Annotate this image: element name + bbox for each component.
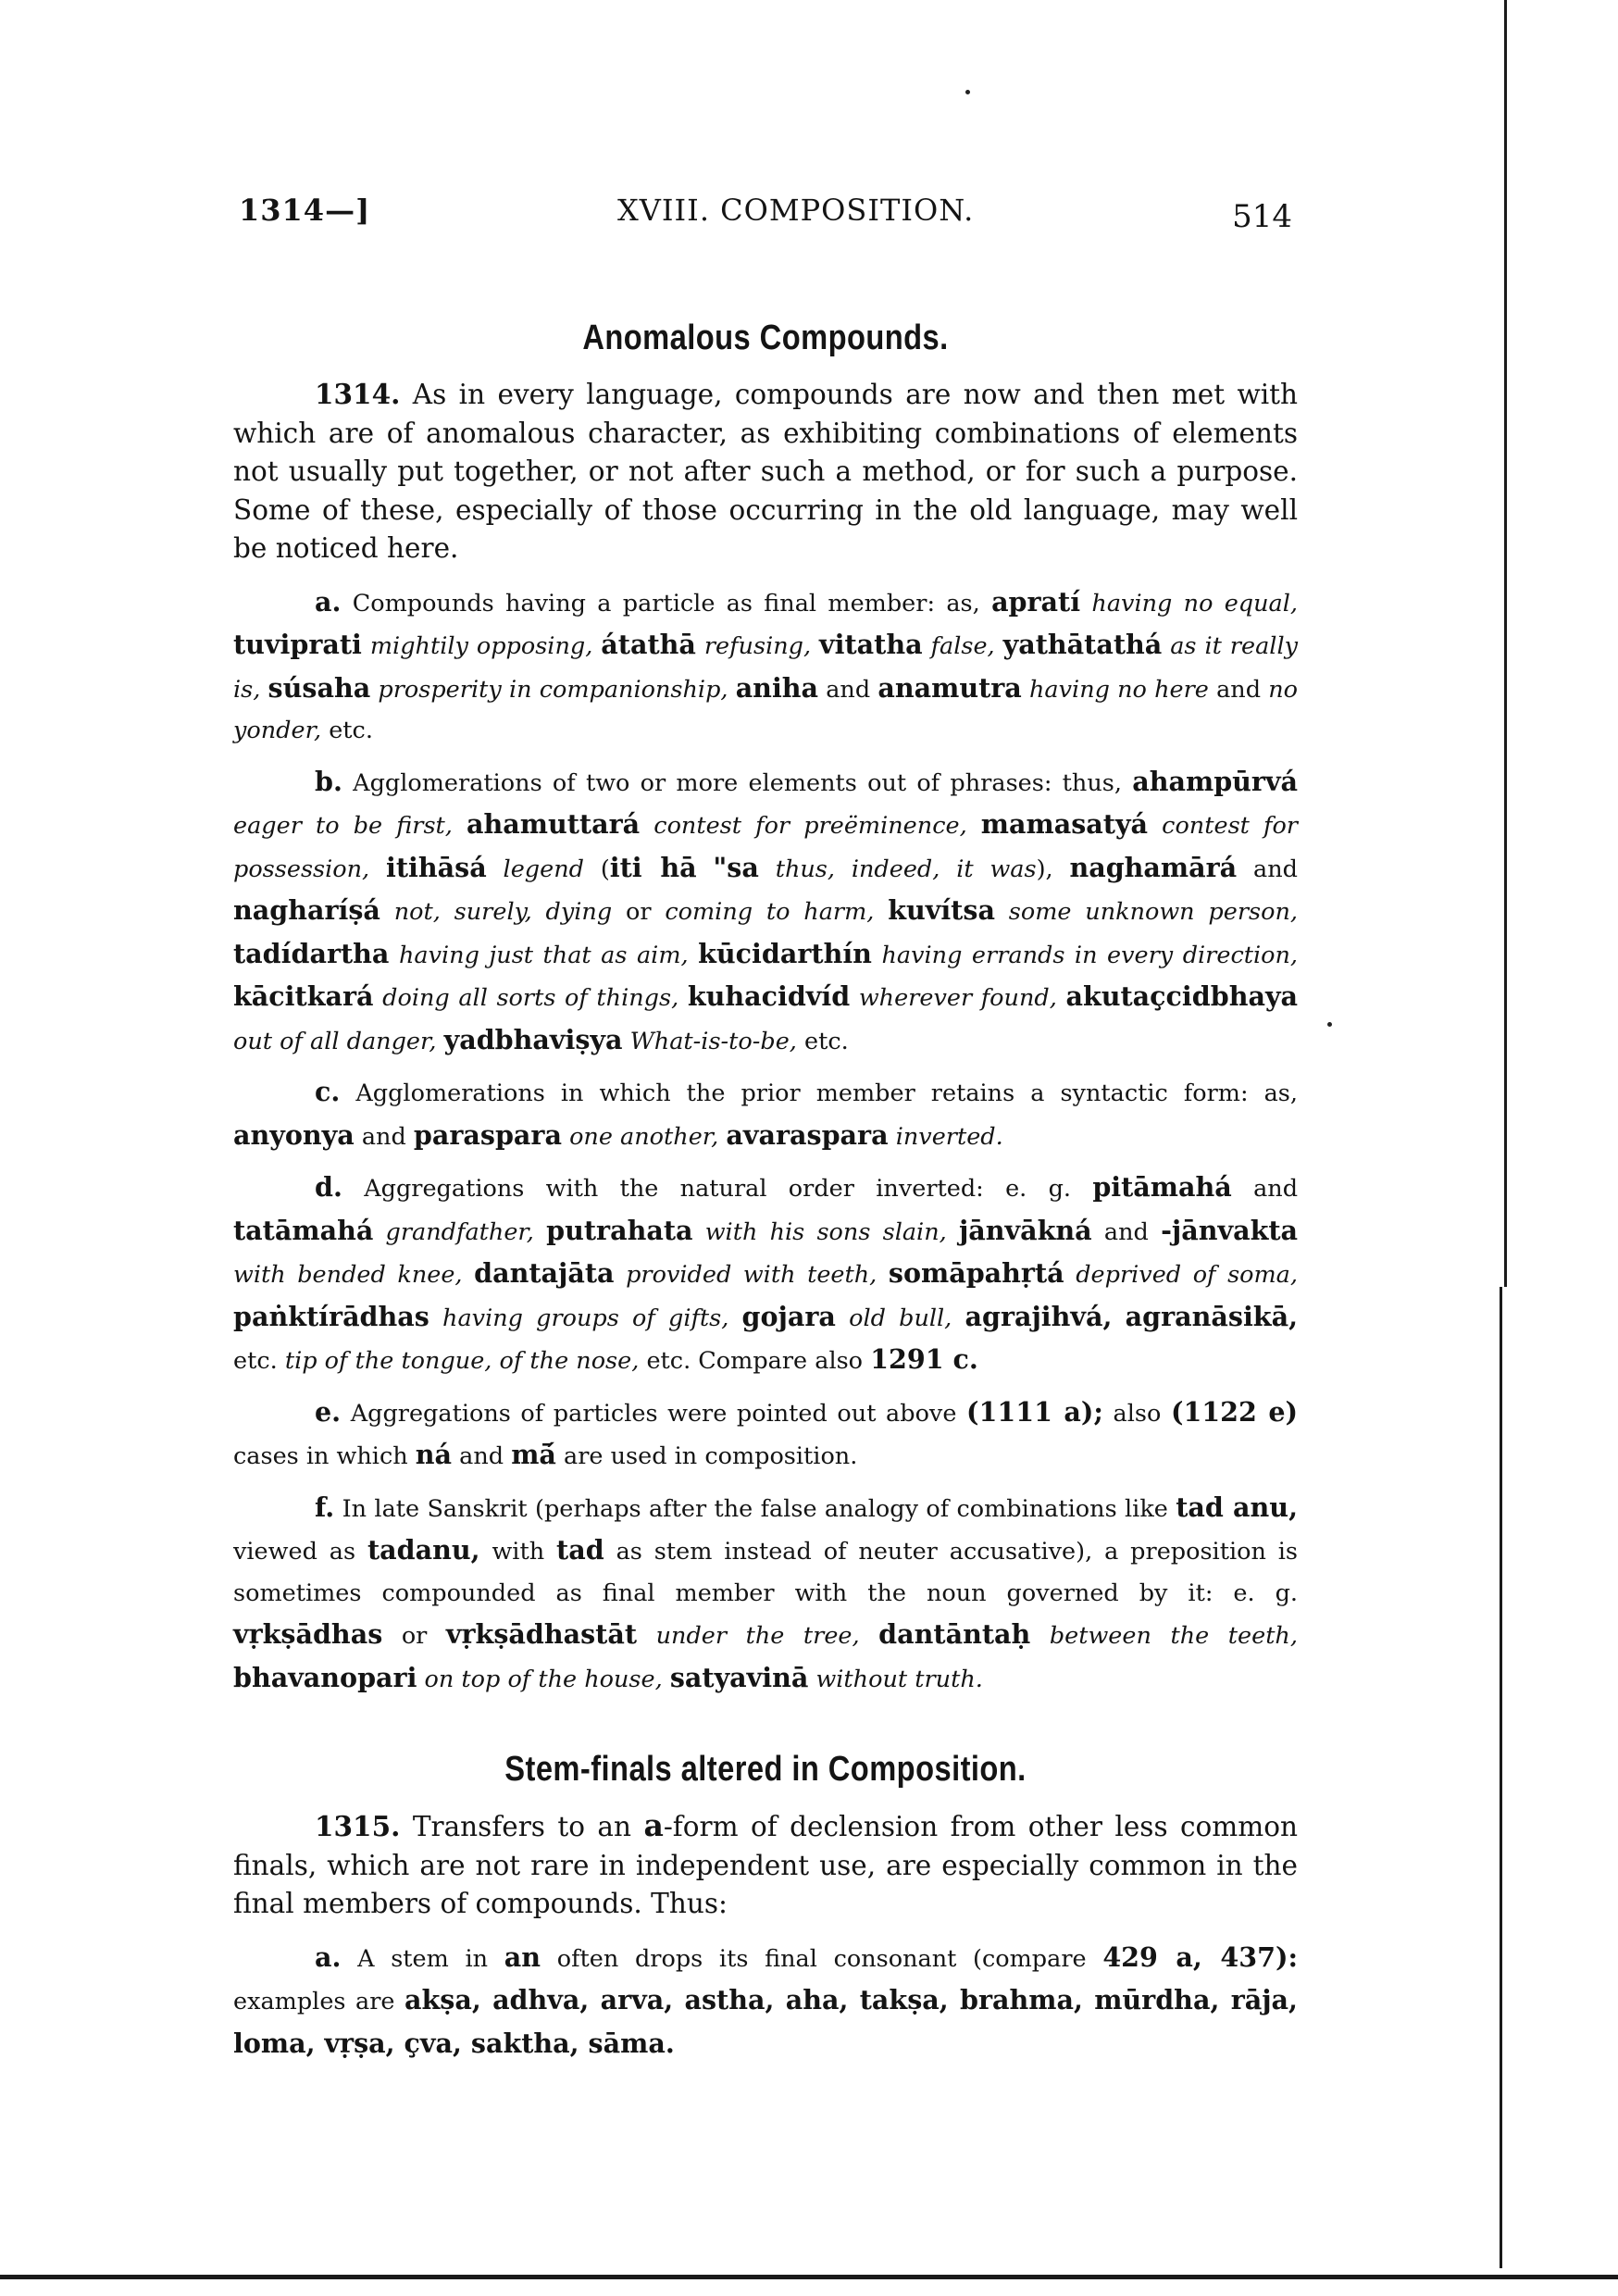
text: and (826, 675, 871, 704)
gloss: as it really is, (233, 632, 1299, 704)
sanskrit-term: pitāmahá (1092, 1171, 1232, 1203)
subsection-letter: a. (315, 585, 342, 618)
sanskrit-term: kūcidarthín (698, 937, 872, 969)
text: ), (1036, 855, 1053, 883)
subsection-c (233, 1071, 1298, 1157)
text: often drops its final consonant (compare (556, 1944, 1087, 1973)
text: Agglomerations of two or more elements out of phrases: thus, (353, 768, 1122, 797)
sanskrit-term: vṛkṣādhastāt (445, 1618, 638, 1650)
sanskrit-term: yathātathá (1002, 629, 1163, 660)
sanskrit-term: átathā (601, 629, 696, 660)
subsection-b (233, 761, 1298, 1063)
section-range: 1314—] (239, 193, 371, 228)
sanskrit-term: tad anu, (1176, 1491, 1299, 1523)
gloss: inverted. (895, 1122, 1003, 1151)
subsection-letter: b. (315, 765, 342, 797)
gloss: deprived of soma, (1076, 1261, 1298, 1289)
subsection-letter: e. (315, 1395, 342, 1428)
text: In late Sanskrit (perhaps after the false analogy of combinations like (342, 1494, 1168, 1523)
subsection-d (233, 1167, 1298, 1382)
sanskrit-term: dantāntaḥ (878, 1618, 1031, 1650)
sanskrit-term: tadídartha (233, 937, 390, 969)
sanskrit-term: naghamārá (1069, 851, 1238, 883)
gloss: between the teeth, (1049, 1622, 1298, 1650)
text: Aggregations with the natural order inverted: e. g. (364, 1175, 1071, 1203)
sanskrit-term: tuviprati (233, 629, 362, 660)
sanskrit-term: mā́ (511, 1439, 556, 1470)
text: examples are (233, 1988, 395, 2015)
sanskrit-term: a (643, 1807, 664, 1843)
speck (965, 90, 970, 94)
sanskrit-term: nagharíṣá (233, 894, 380, 926)
sanskrit-term: somāpahṛtá (888, 1257, 1064, 1289)
subsection-letter: c. (315, 1076, 341, 1107)
gloss: eager to be first, (233, 812, 453, 840)
text: etc. Compare also (646, 1347, 864, 1375)
gloss: having errands in every direction, (881, 941, 1299, 969)
gloss: not, surely, dying (393, 898, 613, 926)
text: and (361, 1122, 406, 1151)
gloss: mightily opposing, (369, 632, 593, 660)
text: and (1253, 855, 1298, 883)
gloss: provided with teeth, (626, 1261, 877, 1289)
sanskrit-term: satyavinā (669, 1661, 809, 1693)
text: as stem instead of neuter accusative), a preposition is sometimes compounded as final member with the noun governed by it: e. g. (233, 1538, 1299, 1607)
sanskrit-term: ahamuttará (467, 808, 641, 840)
sanskrit-term: tad (556, 1534, 604, 1566)
speck (1327, 1022, 1332, 1027)
subsection-letter: d. (315, 1171, 342, 1203)
scan-bottom-edge (0, 2275, 1618, 2279)
sanskrit-term: vṛkṣādhas (233, 1618, 383, 1650)
sanskrit-term: putrahata (546, 1214, 693, 1246)
sanskrit-term: apratí (991, 585, 1081, 618)
gloss: under the tree, (655, 1622, 860, 1650)
scan-edge-line (1504, 0, 1507, 1287)
section-number: 1314. (315, 378, 401, 410)
sanskrit-term: tatāmahá (233, 1214, 374, 1246)
sanskrit-term: itihāsá (386, 851, 487, 883)
text: and (1253, 1175, 1299, 1203)
sanskrit-term: bhavanopari (233, 1661, 417, 1693)
paragraph-1315 (233, 1806, 1298, 1924)
gloss: out of all danger, (233, 1027, 437, 1055)
sanskrit-term: jānvākná (958, 1214, 1092, 1246)
text: Transfers to an (412, 1811, 631, 1842)
sanskrit-term: súsaha (268, 671, 371, 704)
page-number: 514 (1232, 198, 1292, 235)
paragraph-1314 (233, 375, 1298, 568)
text: or (626, 898, 652, 926)
sanskrit-term: iti hā (609, 851, 697, 883)
text: or (401, 1622, 428, 1650)
subsection-e (233, 1391, 1298, 1478)
cross-reference: 429 a, 437): (1102, 1940, 1299, 1973)
text: -form of declension from other less common finals, which are not rare in independent use, are especially common in the final members of compounds. Thus: (233, 1811, 1298, 1919)
gloss: contest for possession, (233, 812, 1298, 883)
gloss: thus, indeed, it was (775, 855, 1037, 883)
gloss: without truth. (815, 1665, 983, 1693)
page-content (233, 185, 1298, 2065)
text: etc. (329, 717, 373, 744)
subsection-letter: f. (315, 1491, 335, 1523)
gloss: on top of the house, (424, 1665, 663, 1693)
gloss: having no here (1029, 675, 1209, 704)
text: and (1103, 1217, 1149, 1246)
sanskrit-term: ahampūrvá (1132, 765, 1299, 797)
sanskrit-example-list: akṣa, adhva, arva, astha, aha, takṣa, brahma, mūrdha, rāja, loma, vṛṣa, çva, saktha, sāma. (233, 1984, 1298, 2059)
sanskrit-term: ná (415, 1439, 453, 1470)
paragraph-text: As in every language, compounds are now and then met with which are of anomalous character, as exhibiting combinations of elements not usually put together, or not after such a method, or for such a purpose. Some of these, especially of those occurring in the old language, may well be noticed here. (233, 379, 1298, 564)
gloss: false, (930, 632, 995, 660)
sanskrit-term: gojara (741, 1300, 836, 1332)
gloss: What-is-to-be, (629, 1027, 797, 1055)
text: Compounds having a particle as final member: as, (352, 589, 980, 618)
gloss: legend (503, 855, 584, 883)
sanskrit-term: anyonya (233, 1118, 355, 1151)
sanskrit-term: -jānvakta (1161, 1214, 1299, 1246)
gloss: coming to harm, (665, 898, 875, 926)
text: and (459, 1442, 504, 1470)
gloss: no yonder, (233, 675, 1298, 744)
gloss: doing all sorts of things, (382, 984, 679, 1012)
cross-reference: 1291 c. (870, 1343, 978, 1375)
sanskrit-term: akutaçcidbhaya (1065, 980, 1299, 1012)
text: viewed as (233, 1538, 356, 1566)
text: ( (600, 855, 610, 883)
text: Aggregations of particles were pointed out above (350, 1399, 957, 1428)
text: also (1113, 1399, 1162, 1428)
gloss: having just that as aim, (398, 941, 689, 969)
gloss: having no equal, (1091, 589, 1299, 618)
subsection-a (233, 581, 1298, 752)
sanskrit-term: an (504, 1940, 541, 1973)
sanskrit-term: agranāsikā, (1125, 1300, 1299, 1332)
sanskrit-term: kuvítsa (888, 894, 995, 926)
section-heading: Anomalous Compounds. (582, 318, 949, 357)
gloss: prosperity in companionship, (378, 675, 728, 704)
sanskrit-term: kuhacidvíd (687, 980, 851, 1012)
sanskrit-term: vitatha (819, 629, 923, 660)
gloss: with his sons slain, (704, 1217, 947, 1246)
section-number: 1315. (315, 1810, 401, 1842)
sanskrit-term: anamutra (877, 671, 1022, 704)
subsection-a-1315 (233, 1937, 1298, 2066)
sanskrit-term: yadbhaviṣya (443, 1023, 623, 1055)
gloss: one another, (569, 1122, 719, 1151)
text: cases in which (233, 1442, 408, 1470)
text: etc. (233, 1347, 278, 1375)
sanskrit-term: "sa (713, 851, 759, 883)
gloss: grandfather, (385, 1217, 534, 1246)
chapter-title: XVIII. COMPOSITION. (617, 193, 975, 228)
gloss: tip of the tongue, of the nose, (284, 1347, 640, 1375)
cross-reference: (1111 a); (966, 1395, 1103, 1428)
sanskrit-term: tadanu, (367, 1534, 480, 1566)
subsection-f (233, 1487, 1298, 1701)
sanskrit-term: avaraspara (726, 1118, 889, 1151)
text: and (1216, 675, 1262, 704)
gloss: contest for preëminence, (653, 812, 967, 840)
text: etc. (804, 1027, 849, 1055)
gloss: with bended knee, (233, 1261, 463, 1289)
text: Agglomerations in which the prior member retains a syntactic form: as, (355, 1079, 1298, 1107)
sanskrit-term: mamasatyá (980, 808, 1149, 840)
gloss: old bull, (849, 1304, 952, 1332)
gloss: some unknown person, (1008, 898, 1298, 926)
text: A stem in (357, 1944, 489, 1973)
sanskrit-term: dantajāta (474, 1257, 615, 1289)
text: are used in composition. (564, 1442, 858, 1470)
sanskrit-term: kācitkará (233, 980, 374, 1012)
subsection-letter: a. (315, 1940, 342, 1973)
gloss: refusing, (703, 632, 812, 660)
scan-edge-line (1500, 1287, 1502, 2268)
sanskrit-term: paṅktírādhas (233, 1300, 429, 1332)
sanskrit-term: paraspara (413, 1118, 562, 1151)
gloss: wherever found, (858, 984, 1057, 1012)
cross-reference: (1122 e) (1170, 1395, 1298, 1428)
running-head (233, 185, 1298, 241)
sanskrit-term: agrajihvá, (965, 1300, 1113, 1332)
text: with (492, 1538, 545, 1566)
gloss: having groups of gifts, (442, 1304, 729, 1332)
sanskrit-term: aniha (735, 671, 819, 704)
section-heading: Stem-finals altered in Composition. (504, 1750, 1027, 1789)
